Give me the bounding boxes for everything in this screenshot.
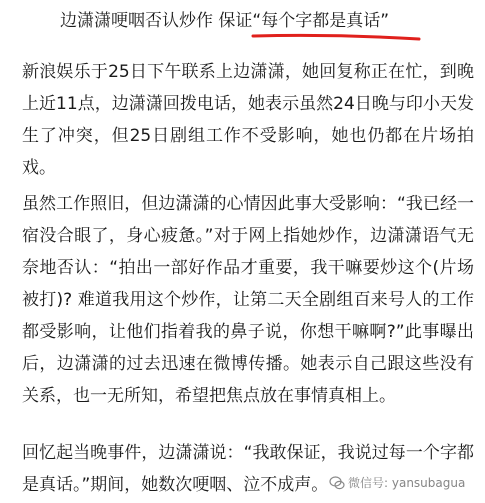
wechat-watermark <box>329 474 465 491</box>
article-headline: 边潇潇哽咽否认炒作 保证“每个字都是真话” <box>60 11 390 31</box>
article-paragraph: 虽然工作照旧，但边潇潇的心情因此事大受影响：“我已经一宿没合眼了，身心疲惫。”对于网上指她炒作，边潇潇语气无奈地否认：“拍出一部好作品才重要，我干嘛要炒这个(片场被打)? 难道我用这个炒作，让第二天全剧组百来号人的工作都受影响，让他们指着我的鼻子说，你想干嘛啊?”此事曝出后，边潇潇的过去迅速在微博传播。她表示自己跟这些没有关系，也一无所知，希望把焦点放在事情真相上。 <box>22 194 474 406</box>
watermark-text: 微信号: yansubagua <box>348 476 466 490</box>
article-paragraph: 新浪娱乐于25日下午联系上边潇潇，她回复称正在忙，到晚上近11点，边潇潇回拨电话，她表示虽然24日晚与印小天发生了冲突，但25日剧组工作不受影响，她也仍都在片场拍戏。 <box>22 62 474 178</box>
wechat-icon <box>329 475 345 491</box>
article-paragraph: 回忆起当晚事件，边潇潇说：“我敢保证，我说过每一个字都是真话。”期间，她数次哽咽、泣不成声。 <box>22 443 474 495</box>
red-highlight-underline <box>251 33 421 41</box>
